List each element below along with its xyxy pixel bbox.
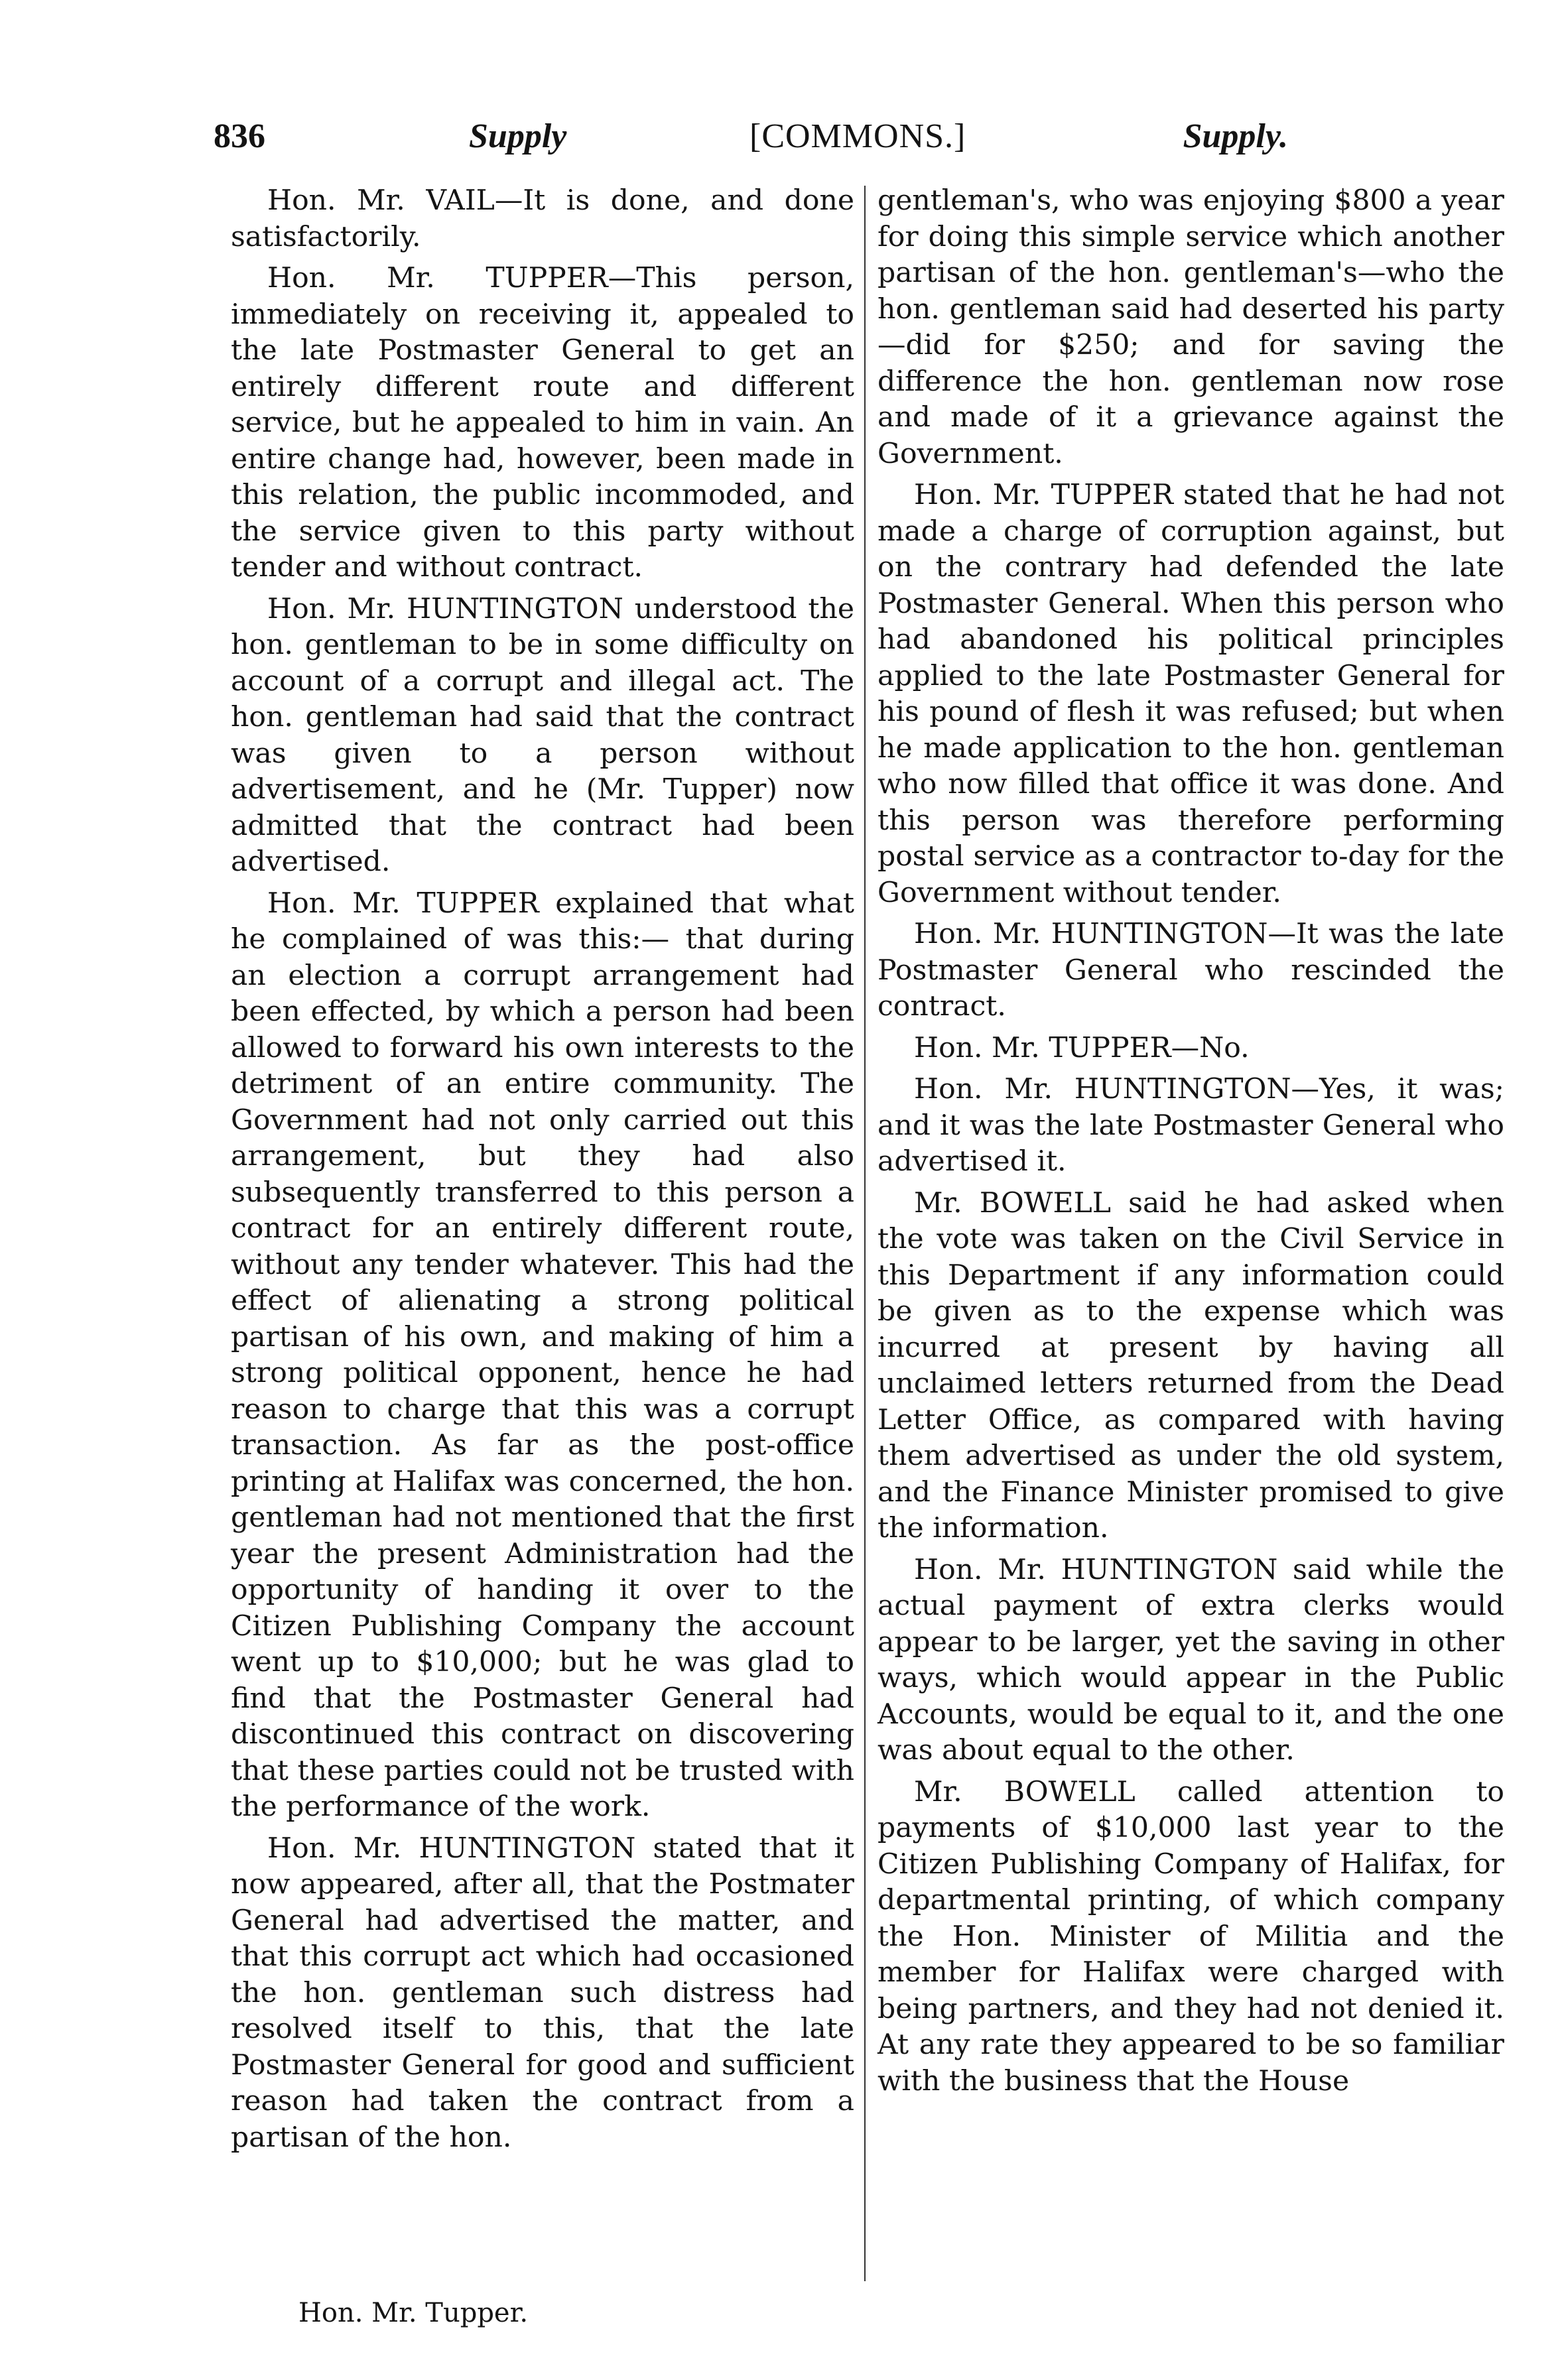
right-column	[878, 183, 1504, 2105]
catchword: Hon. Mr. Tupper.	[298, 2298, 529, 2328]
paragraph: gentleman's, who was enjoying $800 a year for doing this simple service which another partisan of the hon. gentleman's—who the hon. gentleman said had deserted his party—did for $250; and for saving the difference the hon. gentleman now rose and made of it a grievance against the Government.	[878, 184, 1504, 470]
paragraph: Mr. BOWELL said he had asked when the vote was taken on the Civil Service in this Department if any information could be given as to the expense which was incurred at present by having all unclaimed letters returned from the Dead Letter Office, as compared with having them advertised as under the old system, and the Finance Minister promised to give the information.	[878, 1186, 1504, 1544]
page-number: 836	[214, 117, 265, 155]
paragraph: Hon. Mr. HUNTINGTON stated that it now appeared, after all, that the Postmater General had advertised the matter, and that this corrupt act which had occasioned the hon. gentleman such distress had resolved itself to this, that the late Postmaster General for good and sufficient reason had taken the contract from a partisan of the hon.	[231, 1832, 854, 2154]
running-header	[214, 110, 1288, 163]
paragraph: Hon. Mr. VAIL—It is done, and done satisfactorily.	[231, 184, 854, 253]
paragraph: Hon. Mr. HUNTINGTON understood the hon. gentleman to be in some difficulty on account of a corrupt and illegal act. The hon. gentleman had said that the contract was given to a person without advertisement, and he (Mr. Tupper) now admitted that the contract had been advertised.	[231, 592, 854, 878]
paragraph: Mr. BOWELL called attention to payments of $10,000 last year to the Citizen Publishing Company of Halifax, for departmental printing, of which company the Hon. Minister of Militia and the member for Halifax were charged with being partners, and they had not denied it. At any rate they appeared to be so familiar with the business that the House	[878, 1775, 1504, 2098]
center-running-head: [COMMONS.]	[749, 117, 966, 155]
column-divider	[864, 186, 866, 2281]
paragraph: Hon. Mr. HUNTINGTON—Yes, it was; and it was the late Postmaster General who advertised it.	[878, 1073, 1504, 1178]
paragraph: Hon. Mr. TUPPER stated that he had not made a charge of corruption against, but on the contrary had defended the late Postmaster General. When this person who had abandoned his political principles applied to the late Postmaster General for his pound of flesh it was refused; but when he made application to the hon. gentleman who now filled that office it was done. And this person was therefore performing postal service as a contractor to-day for the Government without tender.	[878, 479, 1504, 909]
paragraph: Hon. Mr. TUPPER—This person, immediately on receiving it, appealed to the late Postmaster General to get an entirely different route and different service, but he appealed to him in vain. An entire change had, however, been made in this relation, the public incommoded, and the service given to this party without tender and without contract.	[231, 262, 854, 584]
paragraph: Hon. Mr. TUPPER—No.	[914, 1031, 1250, 1064]
paragraph: Hon. Mr. TUPPER explained that what he complained of was this:— that during an election a corrupt arrangement had been effected, by which a person had been allowed to forward his own interests to the detriment of an entire community. The Government had not only carried out this arrangement, but they had also subsequently transferred to this person a contract for an entirely different route, without any tender whatever. This had the effect of alienating a strong political partisan of his own, and making of him a strong political opponent, hence he had reason to charge that this was a corrupt transaction. As far as the post-office printing at Halifax was concerned, the hon. gentleman had not mentioned that the first year the present Administration had the opportunity of handing it over to the Citizen Publishing Company the account went up to $10,000; but he was glad to find that the Postmaster General had discontinued this contract on discovering that these parties could not be trusted with the performance of the work.	[231, 887, 854, 1823]
paragraph: Hon. Mr. HUNTINGTON said while the actual payment of extra clerks would appear to be larger, yet the saving in other ways, which would appear in the Public Accounts, would be equal to it, and the one was about equal to the other.	[878, 1553, 1504, 1767]
paragraph: Hon. Mr. HUNTINGTON—It was the late Postmaster General who rescinded the contract.	[878, 918, 1504, 1023]
left-running-head: Supply	[469, 117, 567, 155]
right-running-head: Supply.	[1183, 117, 1288, 155]
left-column	[231, 183, 854, 2161]
